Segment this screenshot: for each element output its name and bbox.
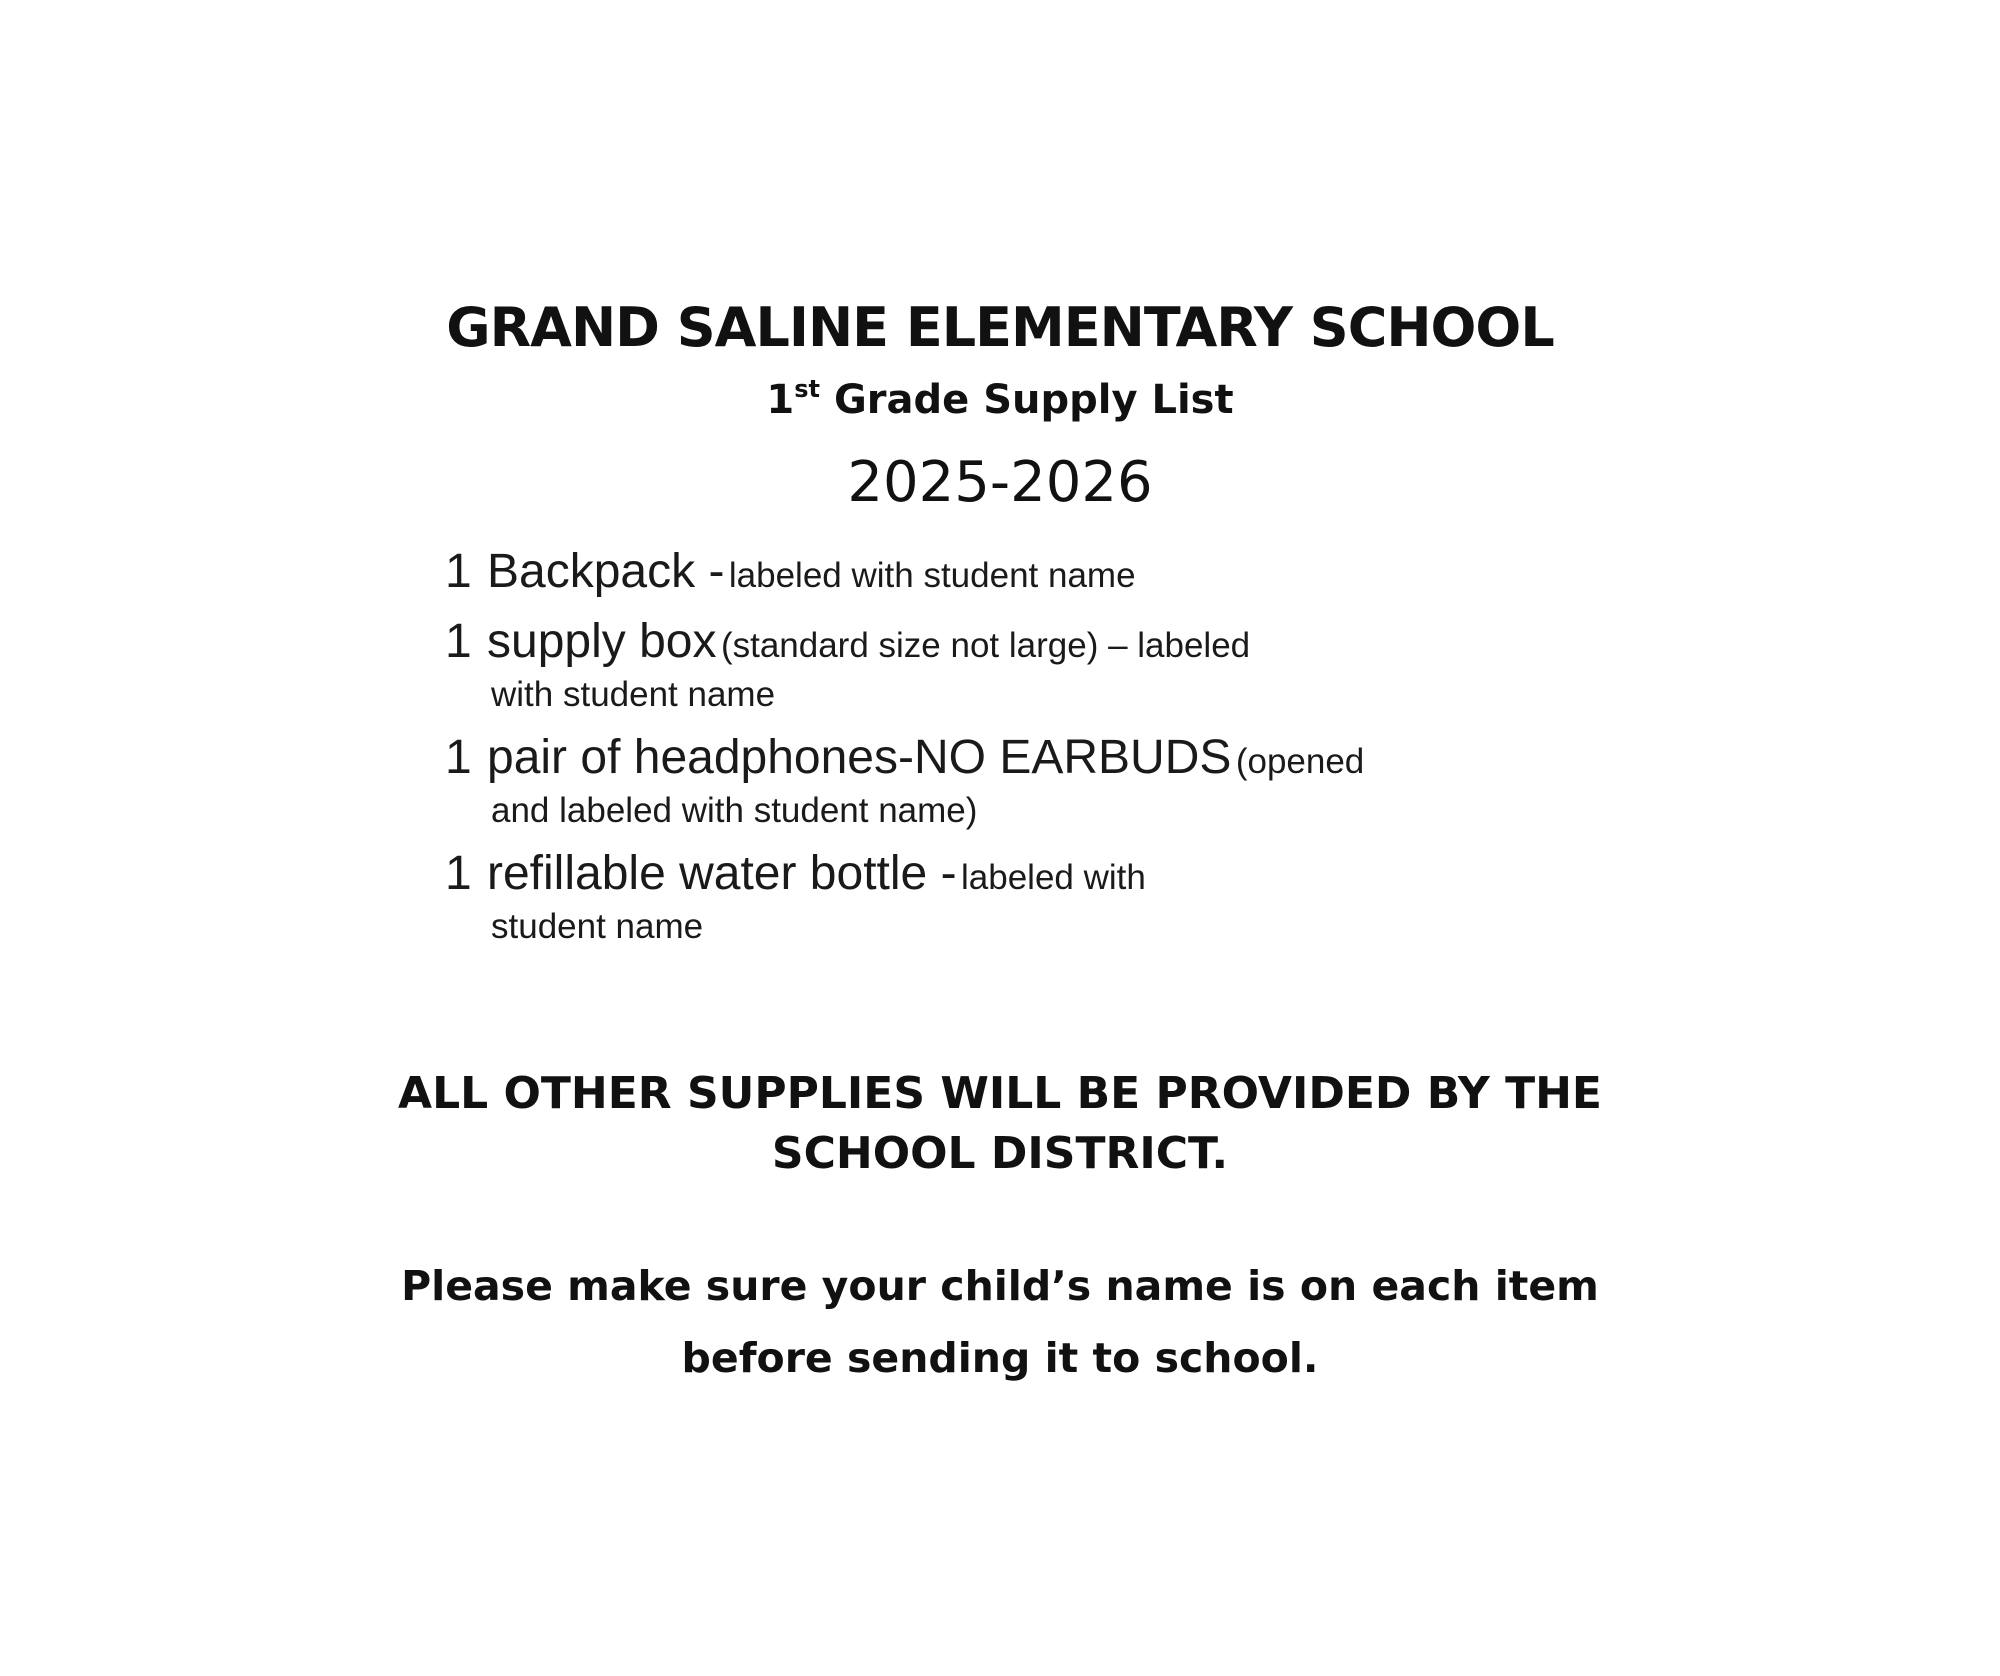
item-line (487, 844, 1595, 904)
item-name: supply box (487, 615, 717, 668)
name-label-reminder (0, 1250, 2000, 1394)
supply-list (445, 542, 1595, 960)
item-line (487, 542, 1595, 602)
item-line (487, 728, 1595, 788)
school-year: 2025-2026 (847, 450, 1153, 515)
item-name: pair of headphones-NO EARBUDS (487, 731, 1232, 784)
supply-item-supply-box (445, 612, 1595, 718)
notice-line: ALL OTHER SUPPLIES WILL BE PROVIDED BY THE (398, 1068, 1602, 1119)
item-note-continuation: student name (491, 907, 704, 946)
item-note: (standard size not large) – labeled (720, 626, 1251, 665)
grade-number: 1 (766, 377, 795, 423)
list-title: Grade Supply List (833, 377, 1234, 423)
district-supplies-notice (0, 1064, 2000, 1184)
supply-item-backpack (445, 542, 1595, 602)
item-quantity: 1 (445, 847, 472, 900)
item-quantity: 1 (445, 545, 472, 598)
grade-supply-list-title (0, 370, 2000, 430)
item-note-continuation: and labeled with student name) (491, 791, 978, 830)
item-name: Backpack - (487, 545, 725, 598)
grade-suffix: st (794, 375, 821, 403)
item-note: (opened (1235, 742, 1365, 781)
supply-item-water-bottle (445, 844, 1595, 950)
item-note: labeled with student name (728, 556, 1136, 595)
reminder-line: Please make sure your child’s name is on each item (401, 1262, 1599, 1310)
supply-item-headphones (445, 728, 1595, 834)
item-name: refillable water bottle - (487, 847, 957, 900)
school-name-heading: GRAND SALINE ELEMENTARY SCHOOL (446, 296, 1554, 359)
notice-line: SCHOOL DISTRICT. (771, 1128, 1229, 1179)
item-note: labeled with (961, 858, 1146, 897)
item-line (487, 612, 1595, 672)
item-quantity: 1 (445, 615, 472, 668)
item-note-continuation: with student name (491, 675, 776, 714)
reminder-line: before sending it to school. (681, 1334, 1319, 1382)
item-quantity: 1 (445, 731, 472, 784)
